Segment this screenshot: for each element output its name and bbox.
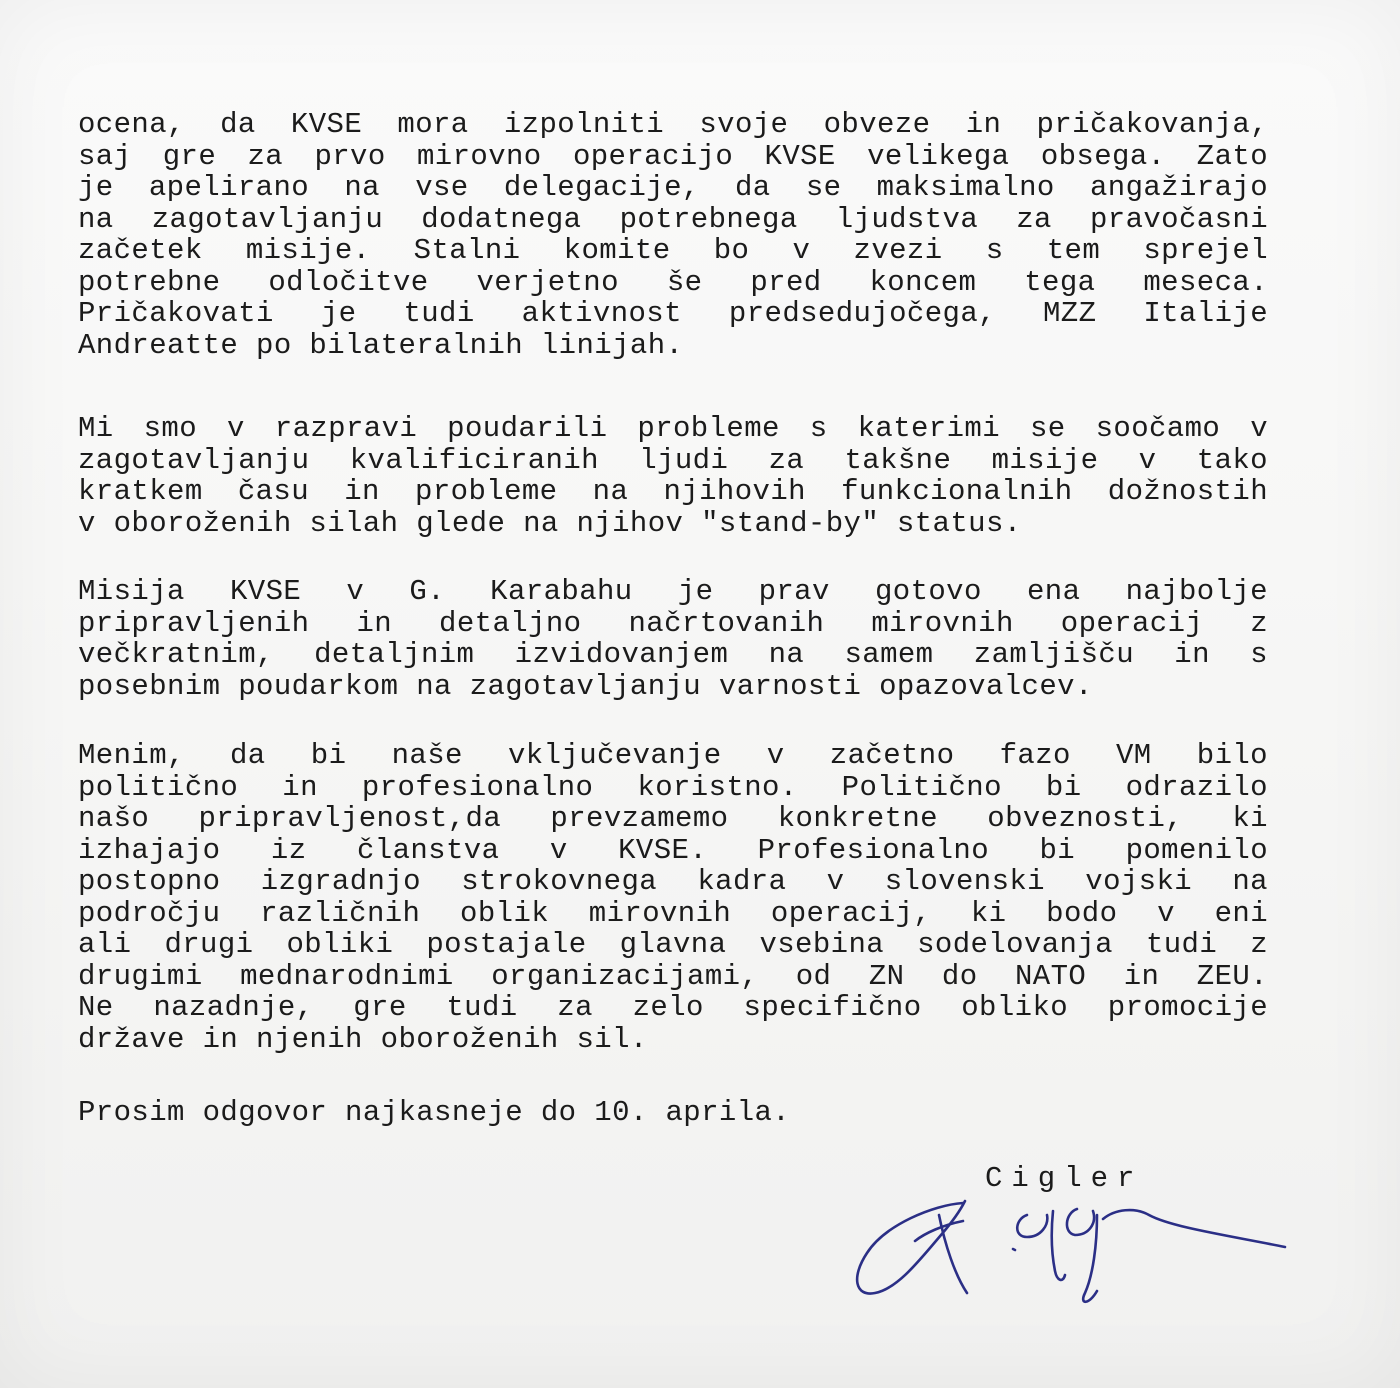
signature-strokes bbox=[857, 1201, 1285, 1302]
paragraph-line: Andreatte po bilateralnih linijah. bbox=[78, 328, 684, 362]
paragraph-2 bbox=[78, 413, 1268, 539]
paragraph-line: države in njenih oboroženih sil. bbox=[78, 1022, 648, 1056]
paragraph-line: Mi smo v razpravi poudarili probleme s katerimi se soočamo v bbox=[78, 412, 1268, 445]
paragraph-line: Ne nazadnje, gre tudi za zelo specifično obliko promocije bbox=[78, 991, 1268, 1024]
paragraph-1 bbox=[78, 109, 1268, 361]
paragraph-line: kratkem času in probleme na njihovih funkcionalnih dožnostih bbox=[78, 475, 1268, 508]
paragraph-line: Misija KVSE v G. Karabahu je prav gotovo ena najbolje bbox=[78, 575, 1268, 608]
paragraph-line: večkratnim, detaljnim izvidovanjem na samem zamljišču in s bbox=[78, 638, 1268, 671]
paragraph-line: pripravljenih in detaljno načrtovanih mirovnih operacij z bbox=[78, 606, 1268, 640]
paragraph-3 bbox=[78, 576, 1268, 702]
paragraph-line: v oboroženih silah glede na njihov "stand-by" status. bbox=[78, 506, 1022, 540]
paragraph-line: Pričakovati je tudi aktivnost predsedujočega, MZZ Italije bbox=[78, 297, 1268, 330]
paragraph-line: na zagotavljanju dodatnega potrebnega ljudstva za pravočasni bbox=[78, 202, 1268, 236]
paragraph-line: posebnim poudarkom na zagotavljanju varnosti opazovalcev. bbox=[78, 669, 1093, 703]
paragraph-line: začetek misije. Stalni komite bo v zvezi s tem sprejel bbox=[78, 234, 1268, 267]
paragraph-4 bbox=[78, 740, 1268, 1055]
paragraph-line: področju različnih oblik mirovnih operacij, ki bodo v eni bbox=[78, 896, 1268, 930]
paragraph-line: je apelirano na vse delegacije, da se maksimalno angažirajo bbox=[78, 171, 1268, 204]
paragraph-line: potrebne odločitve verjetno še pred koncem tega meseca. bbox=[78, 265, 1268, 299]
paragraph-line: drugimi mednarodnimi organizacijami, od ZN do NATO in ZEU. bbox=[78, 959, 1268, 993]
paragraph-line: našo pripravljenost,da prevzamemo konkretne obveznosti, ki bbox=[78, 802, 1268, 835]
paragraph-line: ocena, da KVSE mora izpolniti svoje obveze in pričakovanja, bbox=[78, 108, 1268, 141]
paragraph-line: saj gre za prvo mirovno operacijo KVSE velikega obsega. Zato bbox=[78, 139, 1268, 173]
paragraph-line: zagotavljanju kvalificiranih ljudi za takšne misije v tako bbox=[78, 443, 1268, 477]
handwritten-signature bbox=[845, 1175, 1305, 1325]
paragraph-line: izhajajo iz članstva v KVSE. Profesionalno bi pomenilo bbox=[78, 833, 1268, 867]
closing-request: Prosim odgovor najkasneje do 10. aprila. bbox=[78, 1096, 791, 1129]
paragraph-line: politično in profesionalno koristno. Politično bi odrazilo bbox=[78, 770, 1268, 804]
paragraph-line: ali drugi obliki postajale glavna vsebina sodelovanja tudi z bbox=[78, 928, 1268, 961]
signer-name: Cigler bbox=[985, 1162, 1144, 1195]
paragraph-line: Menim, da bi naše vključevanje v začetno fazo VM bilo bbox=[78, 739, 1268, 772]
paragraph-line: postopno izgradnjo strokovnega kadra v slovenski vojski na bbox=[78, 865, 1268, 898]
